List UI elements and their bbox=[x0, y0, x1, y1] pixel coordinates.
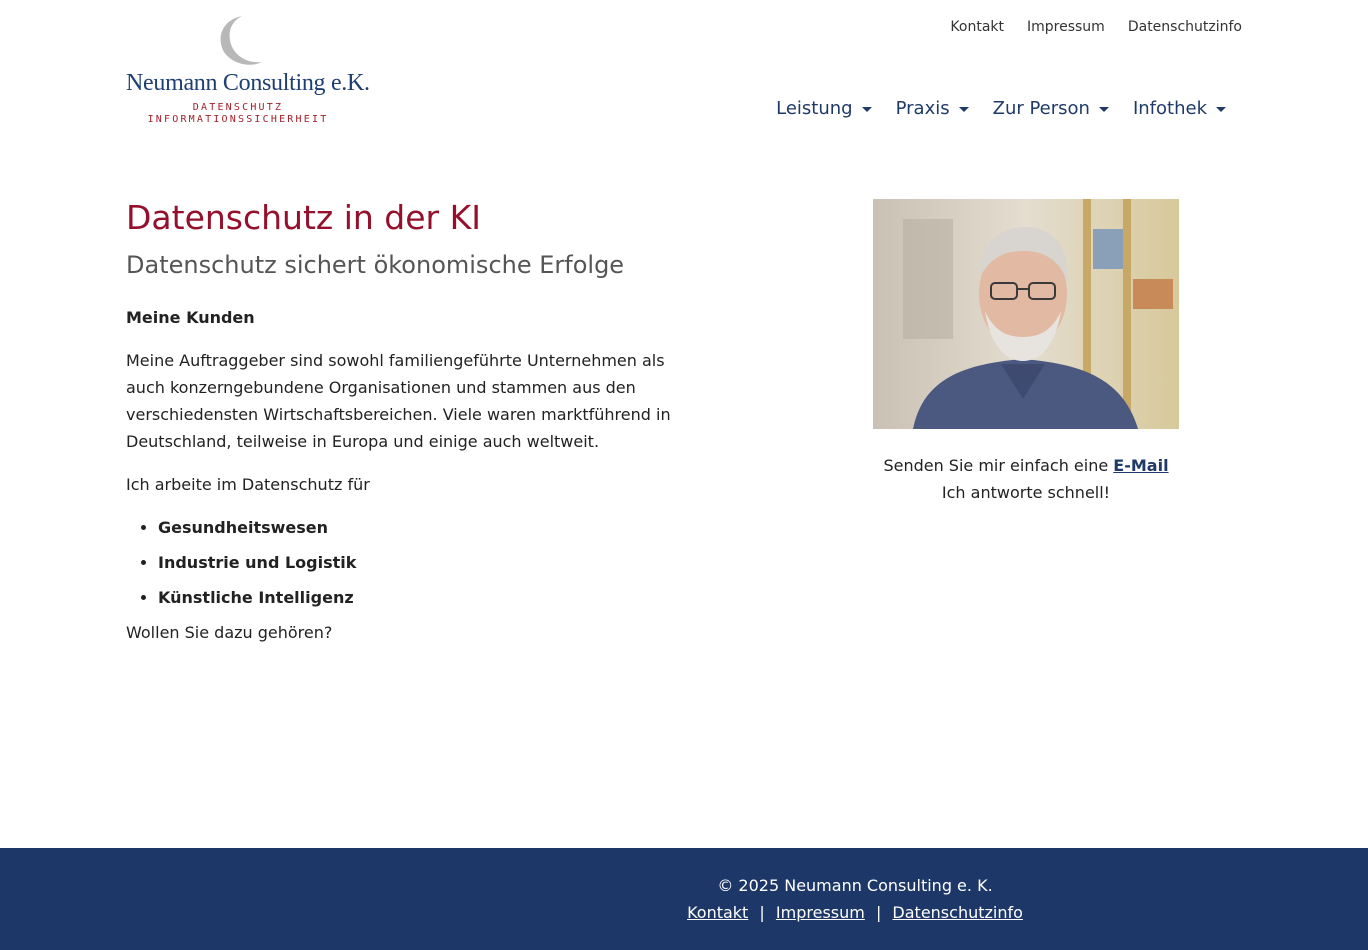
nav-dropdown-infothek[interactable] bbox=[1133, 98, 1226, 119]
nav-label-leistung: Leistung bbox=[776, 98, 853, 119]
nav-dropdown-praxis[interactable] bbox=[896, 98, 969, 119]
logo-tagline-informationssicherheit: INFORMATIONSSICHERHEIT bbox=[147, 114, 329, 125]
nav-label-infothek: Infothek bbox=[1132, 98, 1207, 119]
footer-link-kontakt[interactable]: Kontakt bbox=[687, 903, 749, 922]
crescent-moon-icon bbox=[212, 14, 262, 68]
footer-info bbox=[684, 872, 1026, 926]
top-link-kontakt[interactable]: Kontakt bbox=[950, 19, 1004, 35]
main-nav bbox=[776, 98, 1226, 119]
footer-separator: | bbox=[875, 903, 882, 922]
footer-separator: | bbox=[759, 903, 765, 922]
top-utility-nav bbox=[950, 19, 1242, 35]
portrait-photo bbox=[873, 199, 1179, 429]
page-subtitle: Datenschutz sichert ökonomische Erfolge bbox=[126, 251, 625, 279]
caret-down-icon bbox=[1216, 107, 1226, 112]
reply-text: Ich antworte schnell! bbox=[941, 483, 1111, 502]
closing-question: Wollen Sie dazu gehören? bbox=[126, 623, 333, 642]
footer-link-datenschutzinfo[interactable]: Datenschutzinfo bbox=[892, 903, 1023, 922]
caret-down-icon bbox=[862, 107, 872, 112]
contact-text: Senden Sie mir einfach eine bbox=[883, 456, 1109, 475]
sector-item: • Industrie und Logistik bbox=[158, 549, 692, 576]
top-link-datenschutzinfo[interactable]: Datenschutzinfo bbox=[1127, 19, 1242, 35]
caret-down-icon bbox=[959, 107, 969, 112]
section-heading: Meine Kunden bbox=[126, 308, 255, 327]
work-intro: Ich arbeite im Datenschutz für bbox=[126, 475, 370, 494]
nav-label-zur-person: Zur Person bbox=[992, 98, 1090, 119]
footer-links bbox=[684, 899, 1026, 926]
nav-dropdown-zur-person[interactable] bbox=[993, 98, 1109, 119]
logo-tagline-datenschutz: DATENSCHUTZ bbox=[192, 102, 284, 113]
contact-line bbox=[873, 452, 1179, 479]
site-logo[interactable] bbox=[126, 14, 370, 128]
footer-link-impressum[interactable]: Impressum bbox=[775, 903, 865, 922]
site-footer bbox=[0, 848, 1368, 950]
nav-label-praxis: Praxis bbox=[895, 98, 950, 119]
logo-company-name: Neumann Consulting e.K. bbox=[126, 70, 370, 96]
main-content bbox=[126, 198, 692, 646]
footer-copyright: © 2025 Neumann Consulting e. K. bbox=[717, 876, 993, 895]
intro-paragraph: Meine Auftraggeber sind sowohl familiengeführte Unternehmen als auch konzerngebundene Organisationen und stammen aus den verschiedensten Wirtschaftsbereichen. Viele waren marktführend in Deutschland, teilweise in Europa und einige auch weltweit. bbox=[126, 351, 671, 451]
caret-down-icon bbox=[1099, 107, 1109, 112]
sector-item: • Gesundheitswesen bbox=[158, 514, 692, 541]
page-title: Datenschutz in der KI bbox=[126, 198, 481, 237]
contact-note bbox=[873, 452, 1179, 506]
nav-dropdown-leistung[interactable] bbox=[776, 98, 871, 119]
email-link[interactable]: E-Mail bbox=[1113, 456, 1169, 475]
sector-list bbox=[126, 514, 692, 611]
top-link-impressum[interactable]: Impressum bbox=[1027, 19, 1105, 35]
sector-item: • Künstliche Intelligenz bbox=[158, 584, 692, 611]
